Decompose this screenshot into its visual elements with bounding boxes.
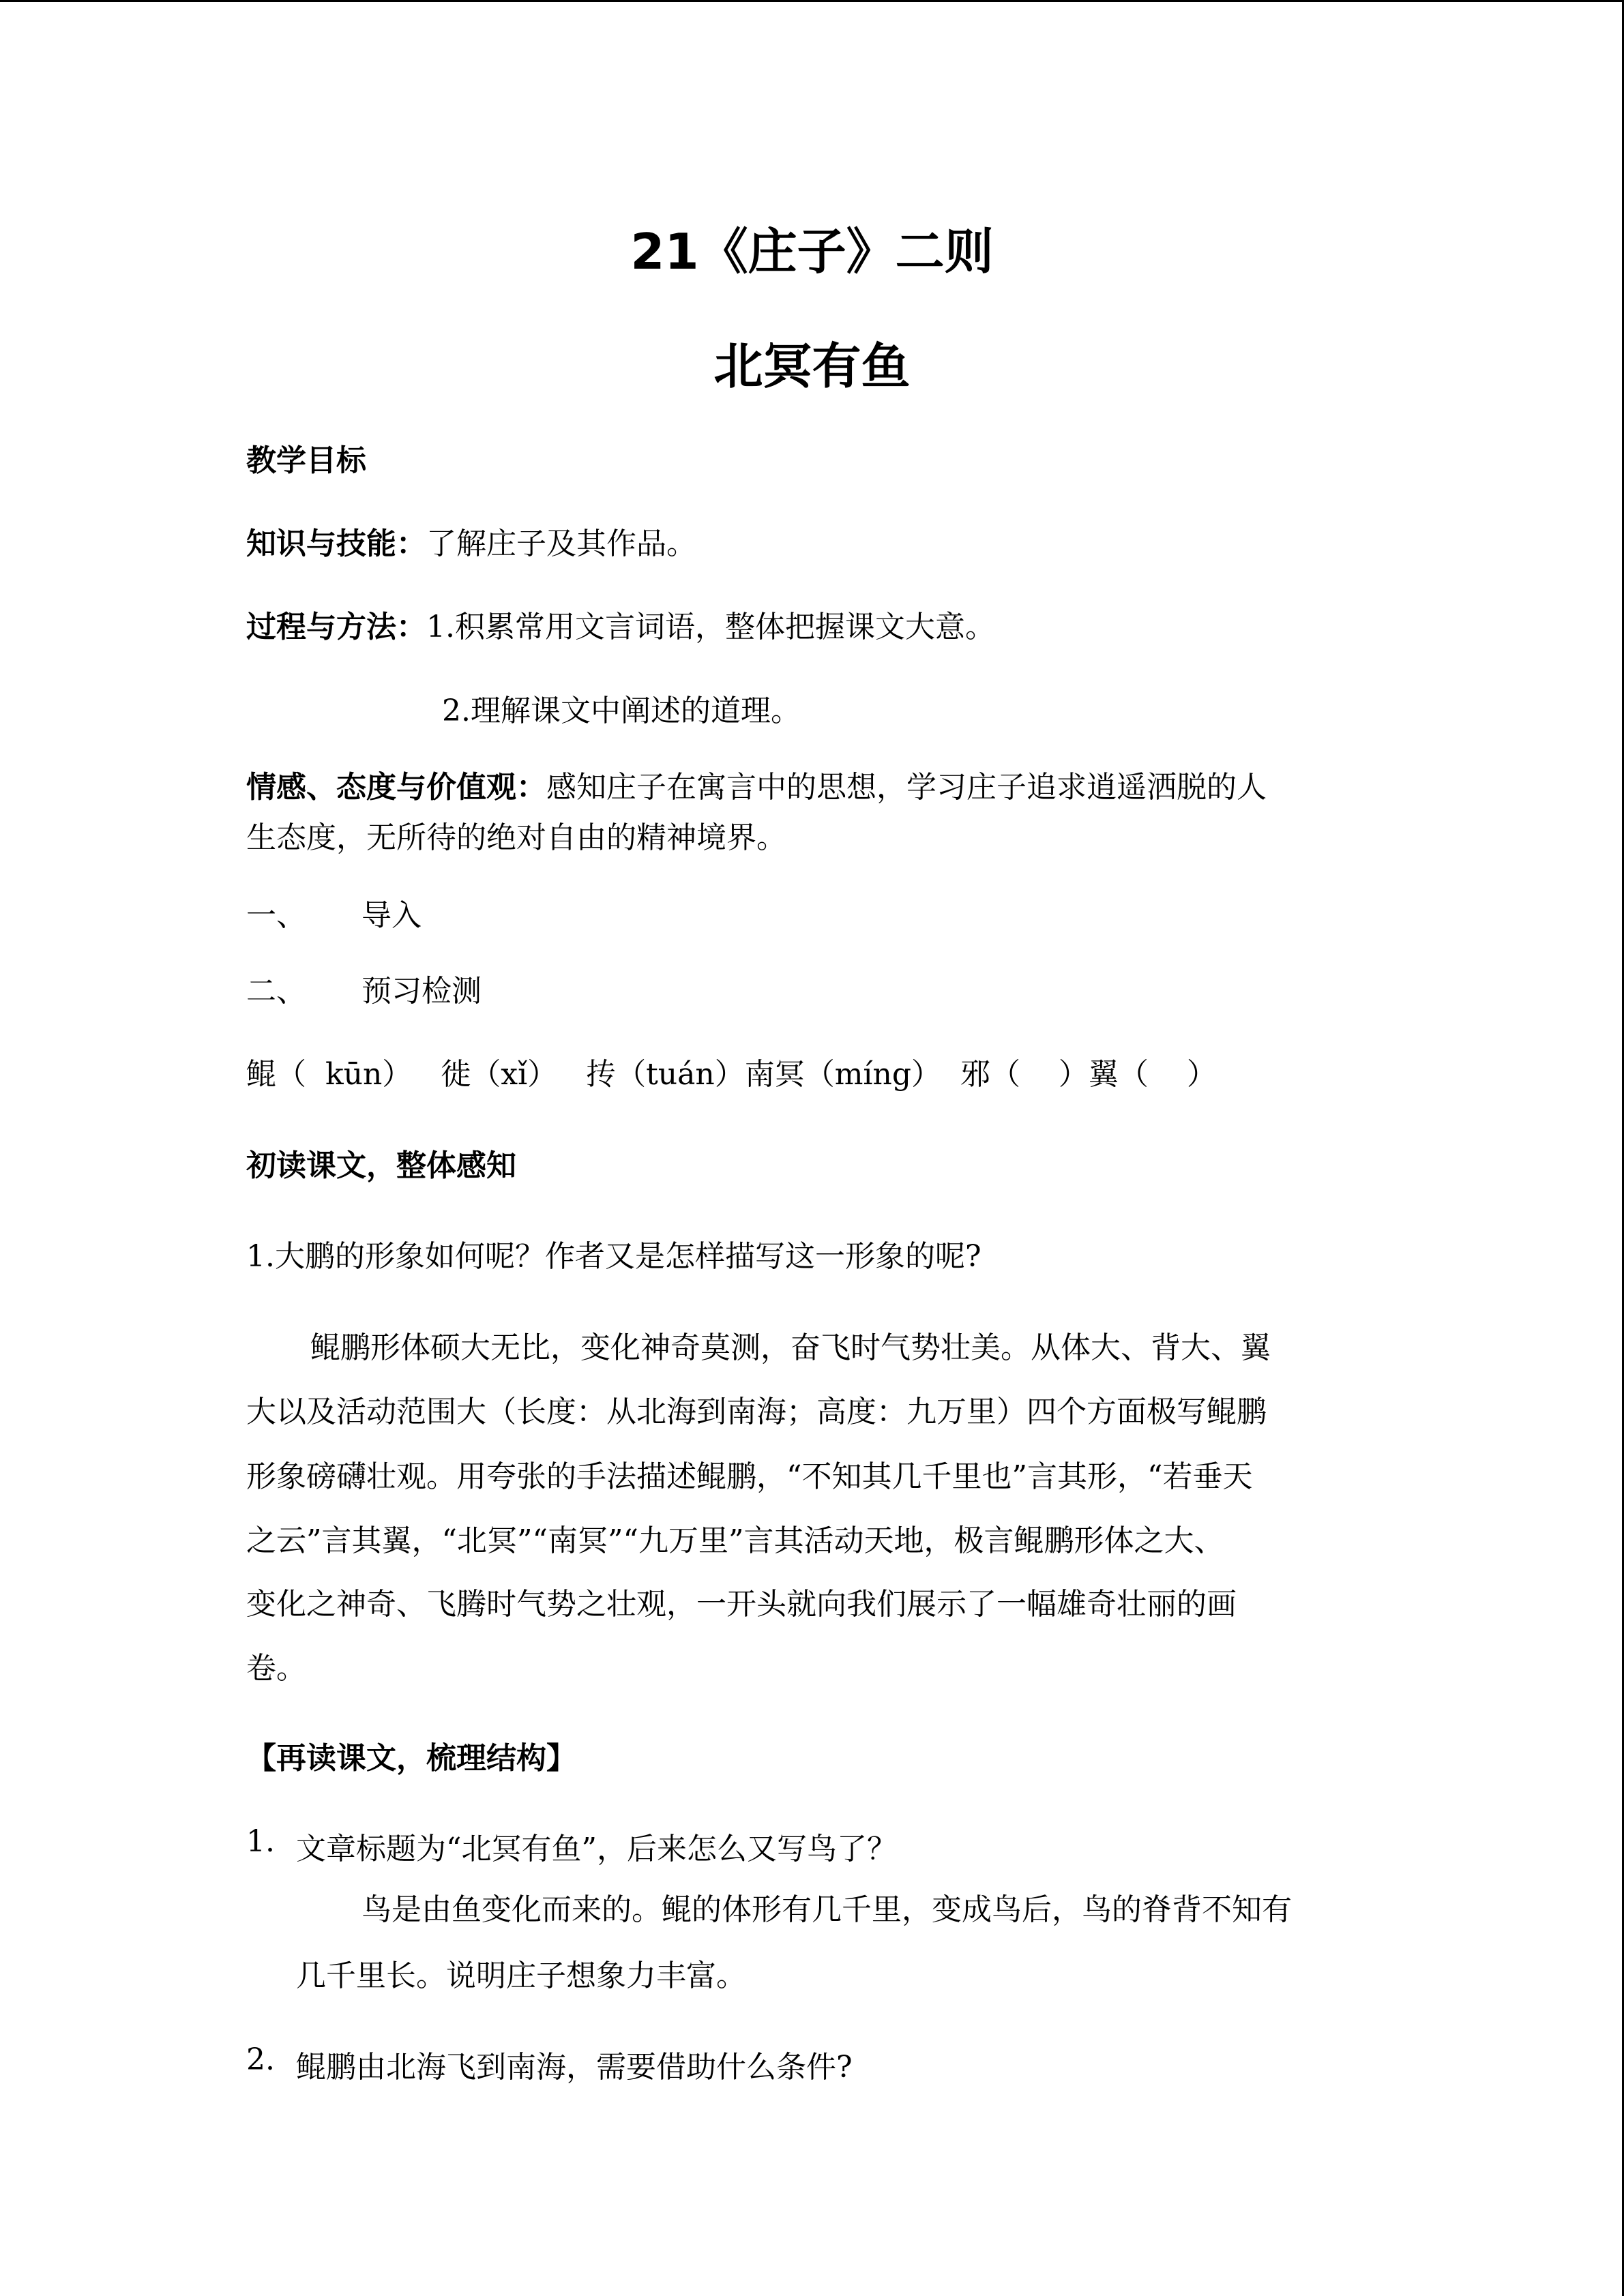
answer-line: 鲲鹏形体硕大无比，变化神奇莫测，奋飞时气势壮美。从体大、背大、翼 <box>310 1330 1271 1365</box>
process-item-2: 2.理解课文中阐述的道理。 <box>442 694 801 728</box>
knowledge-line <box>246 519 696 563</box>
question-2-text: 鲲鹏由北海飞到南海，需要借助什么条件? <box>296 2050 853 2085</box>
emotion-text-1: 感知庄子在寓言中的思想，学习庄子追求逍遥洒脱的人 <box>546 770 1267 805</box>
question-1-number: 1. <box>246 1824 275 1859</box>
question-1-answer-1: 鸟是由鱼变化而来的。鲲的体形有几千里，变成鸟后，鸟的脊背不知有 <box>361 1892 1292 1927</box>
section-1-label: 导入 <box>361 898 422 933</box>
page-subtitle: 北冥有鱼 <box>713 337 911 395</box>
objectives-heading: 教学目标 <box>246 443 366 478</box>
section-2-number: 二、 <box>246 974 306 1009</box>
question-2-number: 2. <box>246 2042 275 2077</box>
emotion-line-1 <box>246 762 1267 806</box>
knowledge-text: 了解庄子及其作品。 <box>426 526 696 561</box>
question-1-text: 文章标题为“北冥有鱼”，后来怎么又写鸟了？ <box>296 1832 897 1866</box>
question-1-answer-2: 几千里长。说明庄子想象力丰富。 <box>296 1958 746 1993</box>
knowledge-label: 知识与技能： <box>246 526 426 561</box>
emotion-text-2: 生态度，无所待的绝对自由的精神境界。 <box>246 820 786 855</box>
process-label: 过程与方法： <box>246 610 426 644</box>
answer-line: 大以及活动范围大（长度：从北海到南海；高度：九万里）四个方面极写鲲鹏 <box>246 1395 1267 1429</box>
section-2-label: 预习检测 <box>361 974 482 1009</box>
answer-line: 之云”言其翼，“北冥”“南冥”“九万里”言其活动天地，极言鲲鹏形体之大、 <box>246 1523 1224 1558</box>
answer-line: 形象磅礴壮观。用夸张的手法描述鲲鹏，“不知其几千里也”言其形，“若垂天 <box>246 1459 1253 1494</box>
pinyin-exercise: 鲲（ kūn） 徙（xǐ） 抟（tuán）南冥（míng） 邪（ ）翼（ ） <box>246 1057 1217 1092</box>
process-line <box>246 602 995 646</box>
first-read-heading: 初读课文，整体感知 <box>246 1148 516 1183</box>
process-item-1: 1.积累常用文言词语，整体把握课文大意。 <box>426 610 995 644</box>
second-read-heading: 【再读课文，梳理结构】 <box>246 1741 576 1776</box>
first-read-question: 1.大鹏的形象如何呢？作者又是怎样描写这一形象的呢? <box>246 1239 981 1274</box>
section-1-number: 一、 <box>246 898 306 933</box>
answer-line: 卷。 <box>246 1651 306 1686</box>
answer-line: 变化之神奇、飞腾时气势之壮观，一开头就向我们展示了一幅雄奇壮丽的画 <box>246 1587 1237 1622</box>
emotion-label: 情感、态度与价值观： <box>246 770 546 805</box>
page-title: 21《庄子》二则 <box>630 223 994 280</box>
